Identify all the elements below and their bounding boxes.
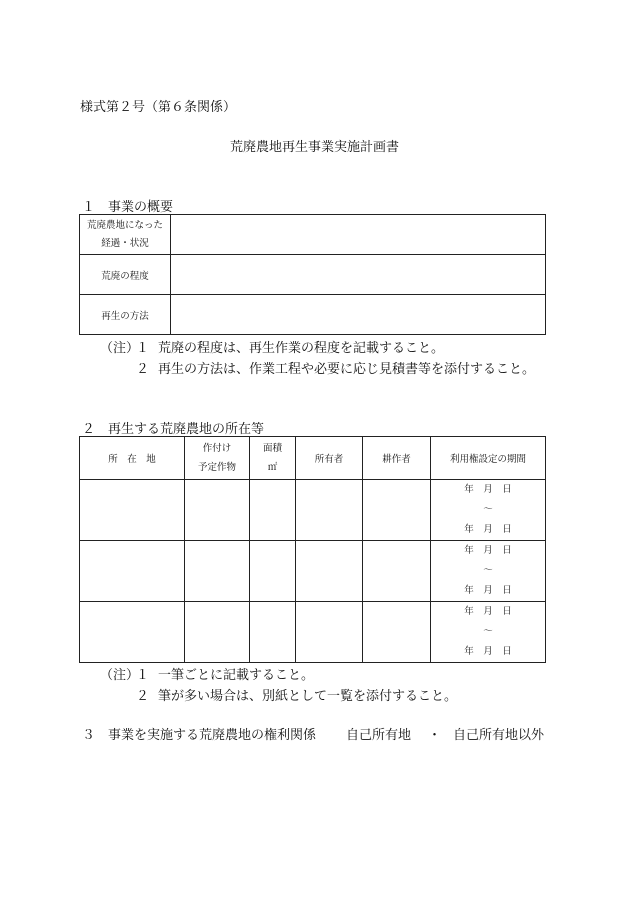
period-start: 年 月 日 <box>464 606 512 617</box>
option-own-land[interactable]: 自己所有地 <box>346 728 412 743</box>
overview-row <box>80 295 546 335</box>
table-row <box>80 480 546 541</box>
overview-label-history <box>80 215 171 255</box>
option-other-land[interactable]: 自己所有地以外 <box>453 728 545 743</box>
section2-note1-text: 一筆ごとに記載すること。 <box>158 668 315 683</box>
cell-owner[interactable] <box>296 480 363 541</box>
cell-location[interactable] <box>80 602 185 663</box>
section1-heading: １ 事業の概要 <box>82 200 174 215</box>
section1-note1-text: 荒廃の程度は、再生作業の程度を記載すること。 <box>158 341 445 356</box>
section2-note2-text: 筆が多い場合は、別紙として一覧を添付すること。 <box>158 689 458 704</box>
period-start: 年 月 日 <box>464 484 512 495</box>
section1-note2-num: ２ <box>136 362 150 377</box>
section2-note1-num: １ <box>136 668 150 683</box>
document-title: 荒廃農地再生事業実施計画書 <box>230 140 400 155</box>
cell-cultivator[interactable] <box>363 541 431 602</box>
cell-crop[interactable] <box>185 480 250 541</box>
form-number: 様式第２号（第６条関係） <box>80 100 237 115</box>
col-period: 利用権設定の期間 <box>431 437 546 480</box>
cell-location[interactable] <box>80 541 185 602</box>
cell-period[interactable] <box>431 602 546 663</box>
overview-row <box>80 255 546 295</box>
period-start: 年 月 日 <box>464 545 512 556</box>
overview-row <box>80 215 546 255</box>
col-crop-line1: 作付け <box>202 443 232 454</box>
farmland-header-row <box>80 437 546 480</box>
section3-heading: ３ 事業を実施する荒廃農地の権利関係 <box>82 728 317 743</box>
period-end: 年 月 日 <box>464 646 512 657</box>
cell-crop[interactable] <box>185 602 250 663</box>
col-owner: 所有者 <box>296 437 363 480</box>
farmland-table <box>79 436 546 663</box>
section1-note2-text: 再生の方法は、作業工程や必要に応じ見積書等を添付すること。 <box>158 362 536 377</box>
table-row <box>80 541 546 602</box>
cell-area[interactable] <box>250 480 296 541</box>
period-tilde: ～ <box>483 504 493 515</box>
cell-crop[interactable] <box>185 541 250 602</box>
col-crop-line2: 予定作物 <box>197 462 236 473</box>
table-row <box>80 602 546 663</box>
period-tilde: ～ <box>483 626 493 637</box>
cell-period[interactable] <box>431 480 546 541</box>
section2-note2-num: ２ <box>136 689 150 704</box>
overview-input-method[interactable] <box>171 295 546 335</box>
cell-cultivator[interactable] <box>363 480 431 541</box>
cell-area[interactable] <box>250 541 296 602</box>
section1-note-prefix: （注） <box>100 341 140 356</box>
cell-period[interactable] <box>431 541 546 602</box>
col-area <box>250 437 296 480</box>
overview-table <box>79 214 546 335</box>
cell-owner[interactable] <box>296 602 363 663</box>
col-location: 所 在 地 <box>80 437 185 480</box>
col-area-line1: 面積 <box>262 443 282 454</box>
period-tilde: ～ <box>483 565 493 576</box>
cell-owner[interactable] <box>296 541 363 602</box>
col-area-line2: ㎡ <box>267 462 278 473</box>
cell-location[interactable] <box>80 480 185 541</box>
section2-heading: ２ 再生する荒廃農地の所在等 <box>82 422 265 437</box>
col-crop <box>185 437 250 480</box>
col-cultivator: 耕作者 <box>363 437 431 480</box>
label-line1: 荒廃農地になった <box>86 219 163 231</box>
option-separator: ・ <box>428 728 442 743</box>
period-end: 年 月 日 <box>464 585 512 596</box>
overview-input-degree[interactable] <box>171 255 546 295</box>
section1-note1-num: １ <box>136 341 150 356</box>
cell-cultivator[interactable] <box>363 602 431 663</box>
overview-label-degree: 荒廃の程度 <box>80 255 171 295</box>
overview-label-method: 再生の方法 <box>80 295 171 335</box>
overview-input-history[interactable] <box>171 215 546 255</box>
period-end: 年 月 日 <box>464 524 512 535</box>
section2-note-prefix: （注） <box>100 668 140 683</box>
label-line2: 経過・状況 <box>101 237 149 249</box>
cell-area[interactable] <box>250 602 296 663</box>
